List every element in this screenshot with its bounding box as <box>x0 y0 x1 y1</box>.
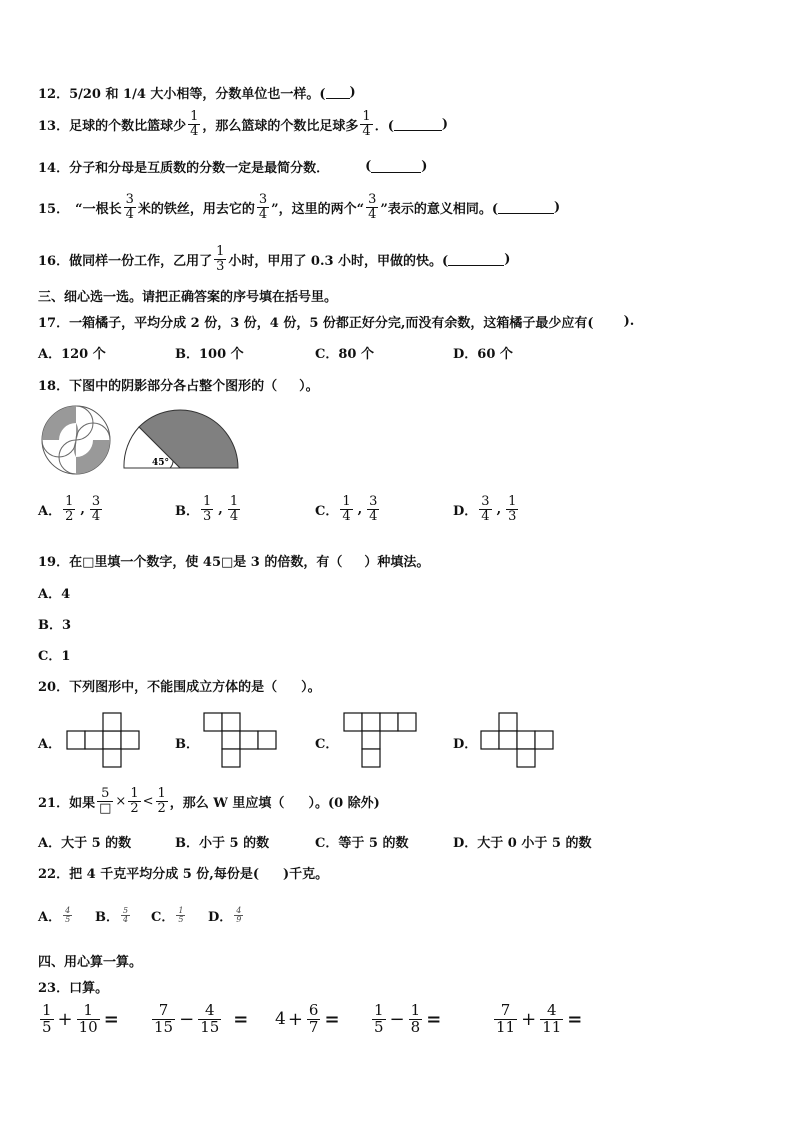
fraction <box>257 193 269 221</box>
question-18 <box>38 375 319 394</box>
question-number: 12． <box>38 87 70 102</box>
answer-blank[interactable] <box>448 253 504 266</box>
paren-close: ). <box>623 314 635 329</box>
option-c[interactable]: C．80 个 <box>315 347 374 362</box>
fraction <box>198 1003 221 1036</box>
question-number: 18． <box>38 379 70 394</box>
question-text: ”，这里的两个“ <box>271 201 365 217</box>
question-17 <box>38 312 634 331</box>
option-label: D． <box>208 910 233 925</box>
numerator: 3 <box>91 494 101 509</box>
numerator: 4 <box>65 905 71 915</box>
question-text: ，那么 W 里应填（ <box>169 795 285 811</box>
numerator: 1 <box>410 1001 421 1019</box>
numerator: 4 <box>204 1001 215 1019</box>
question-22 <box>38 863 328 882</box>
denominator: 4 <box>481 508 490 524</box>
option-a[interactable]: A．大于 5 的数 <box>38 836 132 851</box>
numerator: 1 <box>190 109 199 124</box>
numerator: 1 <box>157 786 166 801</box>
cube-net-c[interactable] <box>343 712 419 770</box>
operator: − <box>389 1008 405 1030</box>
option-label: B． <box>95 910 119 925</box>
fraction <box>128 787 140 815</box>
angle-label: 45° <box>152 458 170 468</box>
denominator: 3 <box>508 508 517 524</box>
fraction <box>97 787 113 815</box>
denominator: 4 <box>190 123 199 139</box>
denominator: 2 <box>65 508 74 524</box>
section-heading <box>38 286 337 305</box>
denominator: 5 <box>374 1017 384 1036</box>
option-label: C． <box>315 503 339 519</box>
section-heading <box>38 951 142 970</box>
fraction <box>360 110 372 138</box>
numerator: 1 <box>229 494 239 509</box>
question-text: 口算。 <box>69 981 109 996</box>
numerator: 7 <box>158 1001 169 1019</box>
less-than-sign: < <box>142 793 154 809</box>
paren-open: ( <box>365 159 372 174</box>
paren-close: ) <box>441 116 448 132</box>
question-text: ）种填法。 <box>364 555 430 570</box>
calc-item-4 <box>370 1003 473 1036</box>
fraction <box>367 495 379 523</box>
equals-sign: = <box>233 1008 249 1030</box>
numerator: 4 <box>546 1001 557 1019</box>
answer-blank[interactable] <box>371 160 421 173</box>
option-b[interactable] <box>95 906 132 925</box>
option-a[interactable]: A． $\frac{1}{2}$ , $\frac{3}{4}$ <box>38 494 101 524</box>
option-c[interactable]: C．1 <box>38 649 71 664</box>
option-b-label[interactable]: B． <box>175 737 199 752</box>
shaded-semicircle-figure <box>122 405 242 471</box>
option-c-label[interactable]: C． <box>315 737 339 752</box>
denominator: 15 <box>154 1017 174 1036</box>
fraction <box>63 907 72 925</box>
denominator: 5 <box>65 915 71 924</box>
question-text: 下图中的阴影部分各占整个图形的（ <box>69 379 278 394</box>
section-title: 三、细心选一选。请把正确答案的序号填在括号里。 <box>38 290 338 305</box>
question-14 <box>38 157 427 176</box>
question-number: 20． <box>38 680 70 695</box>
question-text: 在□里填一个数字，使 45□是 3 的倍数，有（ <box>69 555 343 570</box>
fraction <box>156 787 168 815</box>
paren-close: ）。 <box>299 379 319 394</box>
operator: + <box>57 1008 73 1030</box>
denominator: 4 <box>123 915 129 924</box>
option-label: B． <box>175 503 199 519</box>
numerator: 4 <box>236 905 242 915</box>
fraction <box>540 1003 563 1036</box>
fraction <box>124 193 136 221</box>
numerator: 3 <box>369 494 378 509</box>
question-number: 16． <box>38 253 70 269</box>
option-label: C． <box>151 910 175 925</box>
question-text: 分子和分母是互质数的分数一定是最简分数． <box>69 161 330 176</box>
fraction <box>63 495 75 523</box>
fraction <box>340 495 352 523</box>
answer-blank[interactable] <box>498 201 554 214</box>
denominator: 15 <box>200 1017 220 1036</box>
denominator: 4 <box>342 508 351 524</box>
numerator: 1 <box>216 244 225 259</box>
option-b[interactable]: B．100 个 <box>175 347 244 362</box>
numerator: 1 <box>362 109 371 124</box>
option-label: A． <box>38 503 62 519</box>
operator: + <box>287 1008 303 1030</box>
option-b[interactable]: B．3 <box>38 618 72 633</box>
numerator: 6 <box>308 1001 319 1019</box>
question-21 <box>38 787 380 815</box>
whole-number: 4 <box>275 1009 286 1030</box>
equals-sign: = <box>567 1008 583 1030</box>
question-number: 17． <box>38 316 70 331</box>
fraction <box>494 1003 517 1036</box>
question-text: 做同样一份工作，乙用了 <box>69 253 213 269</box>
fraction <box>372 1003 386 1036</box>
fraction <box>201 495 213 523</box>
denominator: □ <box>99 800 112 816</box>
question-text: ”表示的意义相同。( <box>380 201 499 217</box>
option-c[interactable] <box>151 906 187 925</box>
question-number: 21． <box>38 795 70 811</box>
question-text: ，那么篮球的个数比足球多 <box>202 118 359 134</box>
option-label: A． <box>38 910 62 925</box>
denominator: 5 <box>42 1017 52 1036</box>
fraction <box>479 495 491 523</box>
times-sign: × <box>115 793 127 809</box>
denominator: 4 <box>229 508 239 524</box>
equals-sign: = <box>103 1008 119 1030</box>
question-text: ）。(0 除外) <box>308 795 380 811</box>
question-text: 一箱橘子，平均分成 2 份，3 份，4 份，5 份都正好分完,而没有余数，这箱橘子最少应有( <box>69 316 594 331</box>
numerator: 3 <box>481 494 490 509</box>
denominator: 7 <box>308 1017 319 1036</box>
question-text: 如果 <box>69 795 96 811</box>
answer-blank[interactable] <box>326 86 350 99</box>
option-d[interactable]: D． $\frac{3}{4}$ , $\frac{1}{3}$ <box>453 494 517 524</box>
question-text: 米的铁丝，用去它的 <box>137 201 255 217</box>
numerator: 1 <box>130 786 139 801</box>
paren-close: ）。 <box>301 680 321 695</box>
numerator: 1 <box>42 1001 52 1019</box>
paren-close: ) <box>504 251 511 267</box>
paren-close: ) <box>421 159 428 174</box>
question-number: 22． <box>38 867 70 882</box>
fraction <box>121 907 130 925</box>
option-d-label[interactable]: D． <box>453 737 478 752</box>
numerator: 3 <box>368 192 377 207</box>
option-d[interactable] <box>208 906 245 925</box>
calc-item-2 <box>150 1003 280 1036</box>
fraction <box>40 1003 54 1036</box>
numerator: 7 <box>500 1001 511 1019</box>
denominator: 4 <box>369 508 378 524</box>
cube-net-a[interactable] <box>66 712 142 770</box>
numerator: 1 <box>508 494 517 509</box>
denominator: 5 <box>178 915 184 924</box>
fraction <box>307 1003 321 1036</box>
fraction <box>77 1003 100 1036</box>
question-text: 足球的个数比篮球少 <box>69 118 187 134</box>
numerator: 1 <box>203 494 212 509</box>
fraction <box>90 495 102 523</box>
denominator: 11 <box>496 1017 516 1036</box>
numerator: 1 <box>65 494 74 509</box>
shaded-circle-figure <box>38 405 114 475</box>
numerator: 1 <box>178 905 184 915</box>
denominator: 9 <box>236 915 242 924</box>
denominator: 3 <box>216 258 225 274</box>
denominator: 4 <box>362 123 371 139</box>
question-number: 23． <box>38 981 70 996</box>
fraction <box>176 907 185 925</box>
question-12 <box>38 83 356 102</box>
option-c[interactable]: C． $\frac{1}{4}$ , $\frac{3}{4}$ <box>315 494 378 524</box>
question-number: 19． <box>38 555 70 570</box>
option-a-label[interactable]: A． <box>38 737 62 752</box>
question-20 <box>38 676 321 695</box>
question-text: ．( <box>374 118 394 134</box>
answer-blank[interactable] <box>394 118 442 131</box>
option-b[interactable]: B． $\frac{1}{3}$ , $\frac{1}{4}$ <box>175 494 239 524</box>
question-text: 5/20 和 1/4 大小相等，分数单位也一样。( <box>69 87 326 102</box>
operator: − <box>179 1008 195 1030</box>
equals-sign: = <box>324 1008 340 1030</box>
operator: + <box>521 1008 537 1030</box>
numerator: 3 <box>125 192 134 207</box>
denominator: 2 <box>130 800 139 816</box>
numerator: 5 <box>123 905 129 915</box>
fraction <box>234 907 243 925</box>
calc-item-1 <box>38 1003 151 1036</box>
fraction <box>214 245 226 273</box>
question-16 <box>38 245 510 273</box>
calc-item-3 <box>275 1003 372 1036</box>
denominator: 4 <box>368 206 377 222</box>
numerator: 5 <box>101 786 110 801</box>
option-d[interactable]: D．大于 0 小于 5 的数 <box>453 836 592 851</box>
numerator: 1 <box>83 1001 93 1019</box>
option-a[interactable]: A．4 <box>38 587 71 602</box>
calc-item-5 <box>492 1003 614 1036</box>
option-a[interactable] <box>38 906 74 925</box>
question-19 <box>38 551 429 570</box>
question-number: 15． <box>38 201 70 217</box>
paren-close: ) <box>349 85 356 100</box>
numerator: 3 <box>258 192 268 207</box>
question-text: )千克。 <box>282 867 329 882</box>
equals-sign: = <box>426 1008 442 1030</box>
cube-net-d[interactable] <box>480 712 556 770</box>
question-13 <box>38 110 448 138</box>
section-title: 四、用心算一算。 <box>38 955 143 970</box>
fraction <box>506 495 518 523</box>
option-label: D． <box>453 503 478 519</box>
numerator: 1 <box>374 1001 384 1019</box>
option-b[interactable]: B．小于 5 的数 <box>175 836 270 851</box>
cube-net-b[interactable] <box>203 712 279 770</box>
fraction <box>228 495 240 523</box>
question-text: 把 4 千克平均分成 5 份,每份是( <box>69 867 259 882</box>
option-c[interactable]: C．等于 5 的数 <box>315 836 409 851</box>
question-number: 14． <box>38 161 70 176</box>
denominator: 3 <box>203 508 212 524</box>
fraction <box>409 1003 423 1036</box>
question-text: “一根长 <box>75 201 122 217</box>
fraction <box>152 1003 175 1036</box>
option-a[interactable]: A．120 个 <box>38 347 106 362</box>
denominator: 10 <box>78 1017 98 1036</box>
numerator: 1 <box>342 494 351 509</box>
question-number: 13． <box>38 118 70 134</box>
denominator: 4 <box>91 508 101 524</box>
denominator: 4 <box>125 206 134 222</box>
question-text: 小时，甲用了 0.3 小时，甲做的快。( <box>228 253 449 269</box>
denominator: 8 <box>410 1017 421 1036</box>
paren-close: ) <box>554 199 561 215</box>
denominator: 11 <box>542 1017 562 1036</box>
fraction <box>366 193 378 221</box>
question-15 <box>38 193 560 221</box>
question-text: 下列图形中，不能围成立方体的是（ <box>69 680 278 695</box>
question-23 <box>38 977 108 996</box>
denominator: 2 <box>157 800 166 816</box>
option-d[interactable]: D．60 个 <box>453 347 513 362</box>
denominator: 4 <box>258 206 268 222</box>
fraction <box>188 110 200 138</box>
